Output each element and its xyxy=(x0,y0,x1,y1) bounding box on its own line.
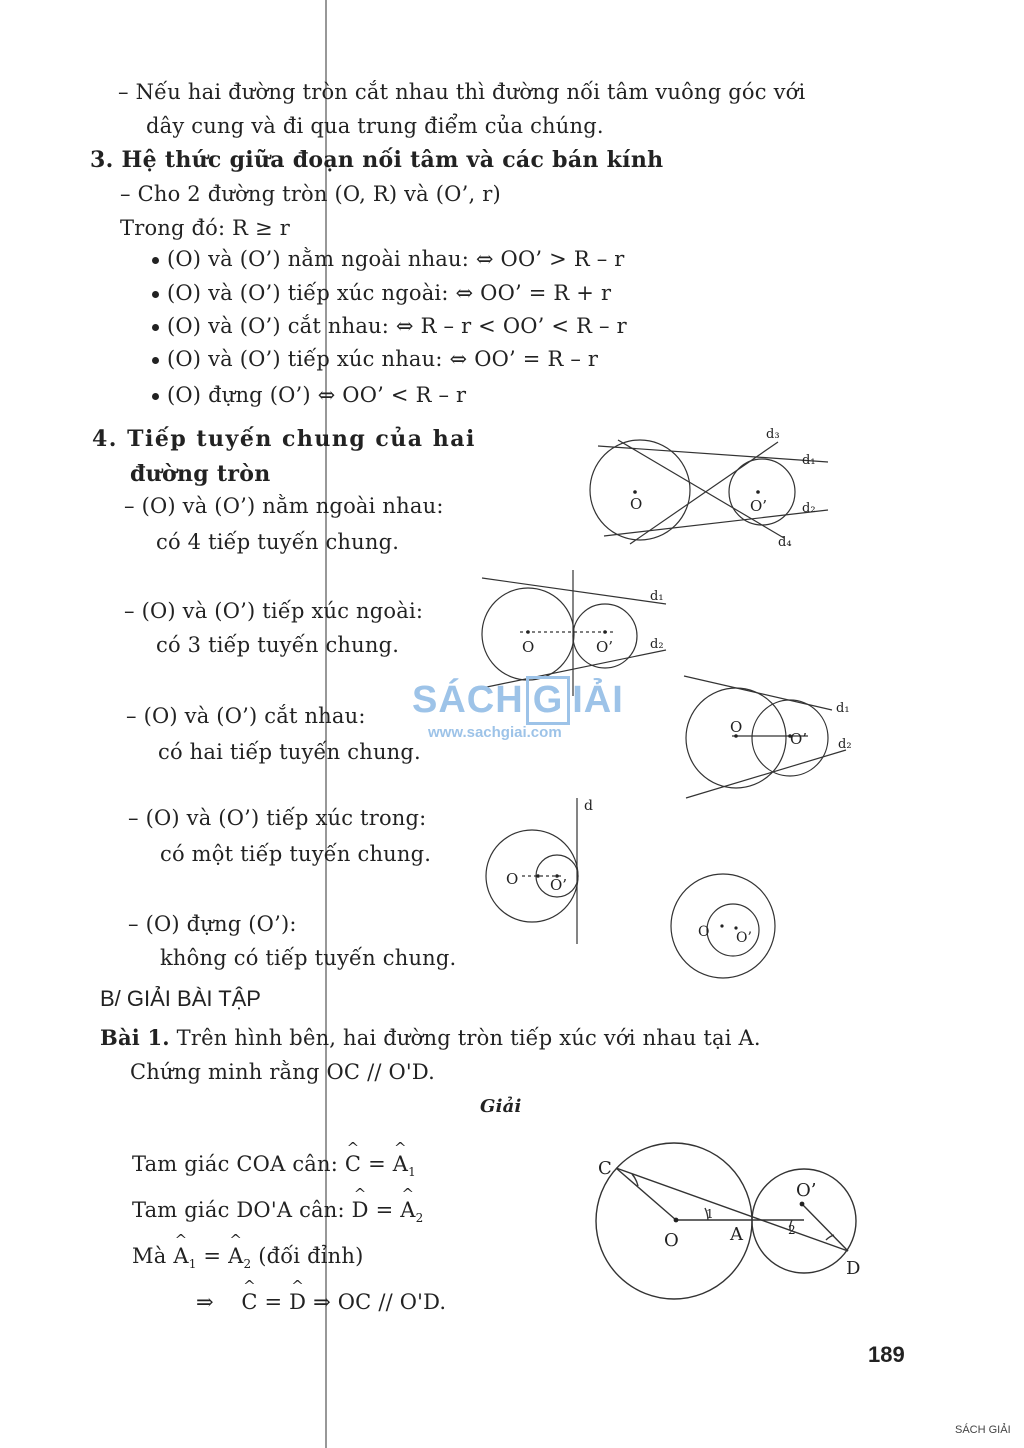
text-line: dây cung và đi qua trung điểm của chúng. xyxy=(146,114,604,138)
bullet-icon xyxy=(152,357,159,364)
bullet-item: (O) và (O’) cắt nhau: ⇔ R – r < OO’ < R – r xyxy=(152,314,627,338)
label-d3: d₃ xyxy=(766,427,780,442)
text-line: – Cho 2 đường tròn (O, R) và (O’, r) xyxy=(120,182,501,206)
label-d1: d₁ xyxy=(650,589,664,604)
text-line: – Nếu hai đường tròn cắt nhau thì đường nối tâm vuông góc với xyxy=(118,80,806,104)
page-number: 189 xyxy=(868,1342,905,1367)
figure-contained-circles xyxy=(666,870,786,980)
watermark xyxy=(412,676,624,741)
label-o-prime: O’ xyxy=(790,730,808,748)
label-o-prime: O’ xyxy=(796,1180,817,1201)
label-o: O xyxy=(506,870,519,888)
solution-line-4: ⇒ ^ C = ^ D ⇒ OC // O'D. xyxy=(196,1290,446,1314)
bullet-item: (O) và (O’) tiếp xúc nhau: ⇔ OO’ = R – r xyxy=(152,347,598,371)
case-line: có hai tiếp tuyến chung. xyxy=(158,740,421,764)
label-d: d xyxy=(584,798,593,814)
label-o-prime: O’ xyxy=(736,930,752,946)
label-d2: d₂ xyxy=(802,501,816,516)
label-o: O xyxy=(730,718,743,736)
corner-logo: SÁCH GIẢI xyxy=(955,1424,1011,1436)
problem-statement-cont: Chứng minh rằng OC // O'D. xyxy=(130,1060,436,1084)
problem-statement: Bài 1. Trên hình bên, hai đường tròn tiếp xúc với nhau tại A. xyxy=(100,1025,761,1050)
watermark-title: SÁCH G IẢI xyxy=(412,679,624,721)
case-line: – (O) và (O’) cắt nhau: xyxy=(126,704,366,728)
case-line: có 4 tiếp tuyến chung. xyxy=(156,530,400,554)
case-line: – (O) đựng (O’): xyxy=(128,912,297,936)
case-line: có một tiếp tuyến chung. xyxy=(160,842,432,866)
bullet-icon xyxy=(152,324,159,331)
label-o-prime: O’ xyxy=(550,876,568,894)
solution-line-1: Tam giác COA cân: ^ C = ^ $A_1$ xyxy=(132,1152,416,1179)
label-d1: d₁ xyxy=(836,701,850,716)
figure-separate-circles xyxy=(590,420,850,560)
figure-intersecting-circles xyxy=(680,672,860,804)
section-heading: 3. Hệ thức giữa đoạn nối tâm và các bán kính xyxy=(90,147,664,173)
label-o: O xyxy=(698,924,710,940)
watermark-url: www.sachgiai.com xyxy=(428,724,562,741)
case-line: – (O) và (O’) nằm ngoài nhau: xyxy=(124,494,444,518)
label-o: O xyxy=(664,1230,679,1251)
label-o-prime: O’ xyxy=(750,497,768,515)
bullet-item: (O) đựng (O’) ⇔ OO’ < R – r xyxy=(152,383,466,407)
figure-problem-1 xyxy=(594,1136,874,1332)
label-d4: d₄ xyxy=(778,535,792,550)
label-o-prime: O’ xyxy=(596,638,614,656)
section-heading: 4. Tiếp tuyến chung của hai xyxy=(92,426,476,452)
label-angle-1: 1 xyxy=(706,1207,714,1221)
label-o: O xyxy=(522,638,535,656)
case-line: – (O) và (O’) tiếp xúc trong: xyxy=(128,806,427,830)
part-heading: B/ GIẢI BÀI TẬP xyxy=(100,986,261,1011)
text-line: Trong đó: R ≥ r xyxy=(120,216,290,240)
section-heading-cont: đường tròn xyxy=(130,461,271,487)
label-d2: d₂ xyxy=(838,737,852,752)
solution-line-2: Tam giác DO'A cân: ^ D = ^ $A_2$ xyxy=(132,1198,423,1225)
bullet-icon xyxy=(152,291,159,298)
label-c: C xyxy=(598,1158,612,1179)
label-o: O xyxy=(630,495,643,513)
bullet-icon xyxy=(152,393,159,400)
label-angle-2: 2 xyxy=(788,1223,796,1237)
case-line: có 3 tiếp tuyến chung. xyxy=(156,633,400,657)
bullet-item: (O) và (O’) nằm ngoài nhau: ⇔ OO’ > R – r xyxy=(152,247,625,271)
solution-line-3: Mà ^ $A_1$ = ^ $A_2$ (đối đỉnh) xyxy=(132,1244,363,1271)
figure-internal-tangent xyxy=(480,796,610,946)
label-d: D xyxy=(846,1258,861,1279)
bullet-item: (O) và (O’) tiếp xúc ngoài: ⇔ OO’ = R + r xyxy=(152,281,611,305)
label-d2: d₂ xyxy=(650,637,664,652)
solution-title: Giải xyxy=(480,1096,522,1117)
case-line: – (O) và (O’) tiếp xúc ngoài: xyxy=(124,599,424,623)
bullet-icon xyxy=(152,257,159,264)
case-line: không có tiếp tuyến chung. xyxy=(160,946,457,970)
label-a: A xyxy=(730,1224,743,1245)
label-d1: d₁ xyxy=(802,453,816,468)
